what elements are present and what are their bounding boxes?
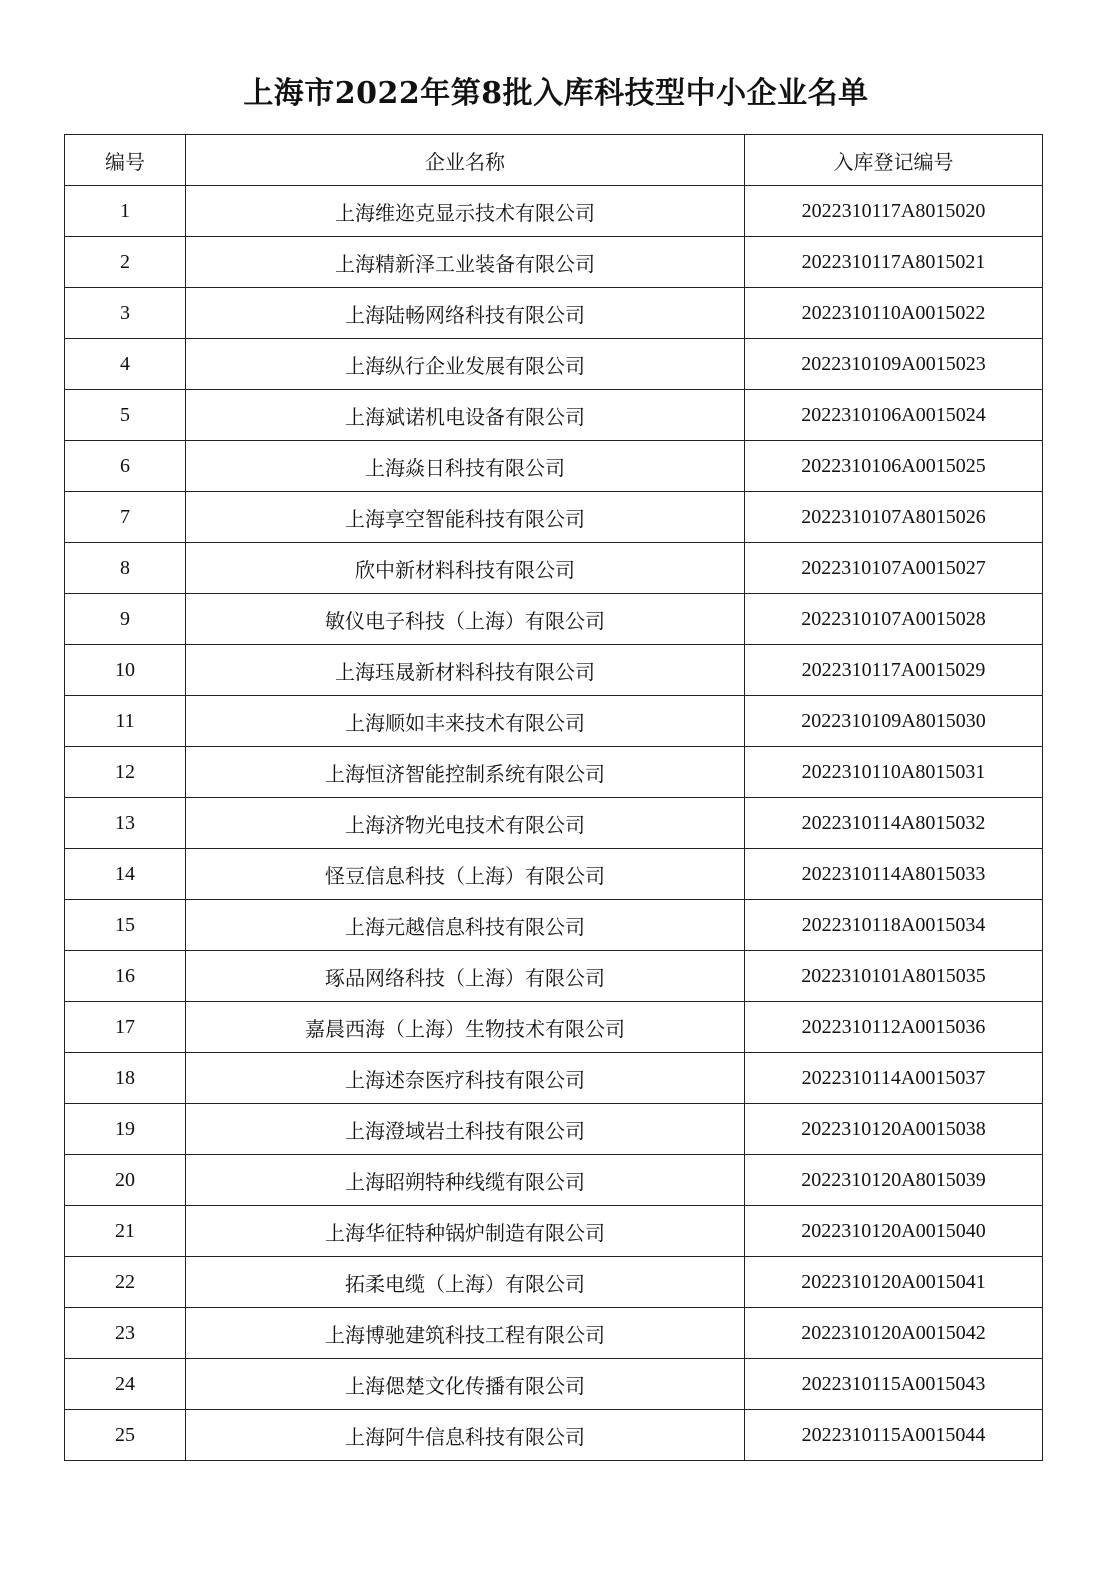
table-row xyxy=(65,186,1043,237)
table-row xyxy=(65,288,1043,339)
registration-code-cell: 2022310107A8015026 xyxy=(745,492,1043,543)
registration-code-cell: 2022310106A0015024 xyxy=(745,390,1043,441)
enterprise-name-cell: 嘉晨西海（上海）生物技术有限公司 xyxy=(186,1002,745,1053)
table-row xyxy=(65,1257,1043,1308)
table-row xyxy=(65,951,1043,1002)
registration-code-cell: 2022310107A0015028 xyxy=(745,594,1043,645)
table-row xyxy=(65,849,1043,900)
enterprise-name-cell: 上海阿牛信息科技有限公司 xyxy=(186,1410,745,1461)
table-row xyxy=(65,1104,1043,1155)
row-number-cell: 18 xyxy=(65,1053,186,1104)
table-row xyxy=(65,594,1043,645)
table-row xyxy=(65,441,1043,492)
enterprise-name-cell: 上海昭朔特种线缆有限公司 xyxy=(186,1155,745,1206)
enterprise-name-cell: 欣中新材料科技有限公司 xyxy=(186,543,745,594)
table-row xyxy=(65,1002,1043,1053)
enterprise-name-cell: 上海澄域岩土科技有限公司 xyxy=(186,1104,745,1155)
document-title: 上海市2022年第8批入库科技型中小企业名单 xyxy=(243,76,869,111)
enterprise-name-cell: 上海元越信息科技有限公司 xyxy=(186,900,745,951)
row-number-cell: 23 xyxy=(65,1308,186,1359)
registration-code-cell: 2022310120A0015041 xyxy=(745,1257,1043,1308)
enterprise-name-cell: 上海斌诺机电设备有限公司 xyxy=(186,390,745,441)
table-row xyxy=(65,747,1043,798)
row-number-cell: 10 xyxy=(65,645,186,696)
registration-code-cell: 2022310120A8015039 xyxy=(745,1155,1043,1206)
enterprise-name-cell: 拓柔电缆（上海）有限公司 xyxy=(186,1257,745,1308)
registration-code-cell: 2022310117A8015020 xyxy=(745,186,1043,237)
table-row xyxy=(65,900,1043,951)
table-row xyxy=(65,1359,1043,1410)
enterprise-name-cell: 上海纵行企业发展有限公司 xyxy=(186,339,745,390)
registration-code-cell: 2022310117A0015029 xyxy=(745,645,1043,696)
registration-code-cell: 2022310114A8015033 xyxy=(745,849,1043,900)
registration-code-cell: 2022310115A0015043 xyxy=(745,1359,1043,1410)
row-number-cell: 9 xyxy=(65,594,186,645)
enterprise-table xyxy=(64,134,1043,1461)
table-header-row xyxy=(65,135,1043,186)
enterprise-name-cell: 上海精新泽工业装备有限公司 xyxy=(186,237,745,288)
header-enterprise-name: 企业名称 xyxy=(186,135,745,186)
row-number-cell: 12 xyxy=(65,747,186,798)
row-number-cell: 15 xyxy=(65,900,186,951)
header-registration-code: 入库登记编号 xyxy=(745,135,1043,186)
row-number-cell: 8 xyxy=(65,543,186,594)
enterprise-name-cell: 上海偲楚文化传播有限公司 xyxy=(186,1359,745,1410)
table-row xyxy=(65,1308,1043,1359)
table-row xyxy=(65,339,1043,390)
header-number: 编号 xyxy=(65,135,186,186)
row-number-cell: 5 xyxy=(65,390,186,441)
row-number-cell: 7 xyxy=(65,492,186,543)
registration-code-cell: 2022310120A0015040 xyxy=(745,1206,1043,1257)
table-row xyxy=(65,1053,1043,1104)
enterprise-name-cell: 上海恒济智能控制系统有限公司 xyxy=(186,747,745,798)
row-number-cell: 4 xyxy=(65,339,186,390)
table-row xyxy=(65,1410,1043,1461)
table-row xyxy=(65,1206,1043,1257)
row-number-cell: 2 xyxy=(65,237,186,288)
table-row xyxy=(65,390,1043,441)
enterprise-name-cell: 上海华征特种锅炉制造有限公司 xyxy=(186,1206,745,1257)
registration-code-cell: 2022310110A8015031 xyxy=(745,747,1043,798)
row-number-cell: 19 xyxy=(65,1104,186,1155)
enterprise-name-cell: 上海陆畅网络科技有限公司 xyxy=(186,288,745,339)
enterprise-name-cell: 敏仪电子科技（上海）有限公司 xyxy=(186,594,745,645)
enterprise-name-cell: 上海珏晟新材料科技有限公司 xyxy=(186,645,745,696)
enterprise-name-cell: 上海述奈医疗科技有限公司 xyxy=(186,1053,745,1104)
table-row xyxy=(65,1155,1043,1206)
row-number-cell: 3 xyxy=(65,288,186,339)
enterprise-name-cell: 怪豆信息科技（上海）有限公司 xyxy=(186,849,745,900)
registration-code-cell: 2022310120A0015038 xyxy=(745,1104,1043,1155)
enterprise-name-cell: 上海维迩克显示技术有限公司 xyxy=(186,186,745,237)
row-number-cell: 13 xyxy=(65,798,186,849)
registration-code-cell: 2022310114A8015032 xyxy=(745,798,1043,849)
registration-code-cell: 2022310115A0015044 xyxy=(745,1410,1043,1461)
table-row xyxy=(65,798,1043,849)
row-number-cell: 22 xyxy=(65,1257,186,1308)
registration-code-cell: 2022310112A0015036 xyxy=(745,1002,1043,1053)
registration-code-cell: 2022310109A8015030 xyxy=(745,696,1043,747)
table-row xyxy=(65,237,1043,288)
table-row xyxy=(65,696,1043,747)
row-number-cell: 16 xyxy=(65,951,186,1002)
row-number-cell: 24 xyxy=(65,1359,186,1410)
table-row xyxy=(65,543,1043,594)
registration-code-cell: 2022310120A0015042 xyxy=(745,1308,1043,1359)
registration-code-cell: 2022310118A0015034 xyxy=(745,900,1043,951)
enterprise-name-cell: 上海顺如丰来技术有限公司 xyxy=(186,696,745,747)
registration-code-cell: 2022310106A0015025 xyxy=(745,441,1043,492)
table-row xyxy=(65,492,1043,543)
row-number-cell: 25 xyxy=(65,1410,186,1461)
enterprise-name-cell: 上海享空智能科技有限公司 xyxy=(186,492,745,543)
registration-code-cell: 2022310107A0015027 xyxy=(745,543,1043,594)
enterprise-name-cell: 上海济物光电技术有限公司 xyxy=(186,798,745,849)
row-number-cell: 14 xyxy=(65,849,186,900)
table-body xyxy=(65,186,1043,1461)
row-number-cell: 1 xyxy=(65,186,186,237)
row-number-cell: 21 xyxy=(65,1206,186,1257)
row-number-cell: 20 xyxy=(65,1155,186,1206)
enterprise-name-cell: 琢品网络科技（上海）有限公司 xyxy=(186,951,745,1002)
registration-code-cell: 2022310109A0015023 xyxy=(745,339,1043,390)
registration-code-cell: 2022310117A8015021 xyxy=(745,237,1043,288)
table-row xyxy=(65,645,1043,696)
enterprise-name-cell: 上海博驰建筑科技工程有限公司 xyxy=(186,1308,745,1359)
row-number-cell: 11 xyxy=(65,696,186,747)
registration-code-cell: 2022310101A8015035 xyxy=(745,951,1043,1002)
enterprise-name-cell: 上海焱日科技有限公司 xyxy=(186,441,745,492)
row-number-cell: 17 xyxy=(65,1002,186,1053)
row-number-cell: 6 xyxy=(65,441,186,492)
registration-code-cell: 2022310110A0015022 xyxy=(745,288,1043,339)
registration-code-cell: 2022310114A0015037 xyxy=(745,1053,1043,1104)
